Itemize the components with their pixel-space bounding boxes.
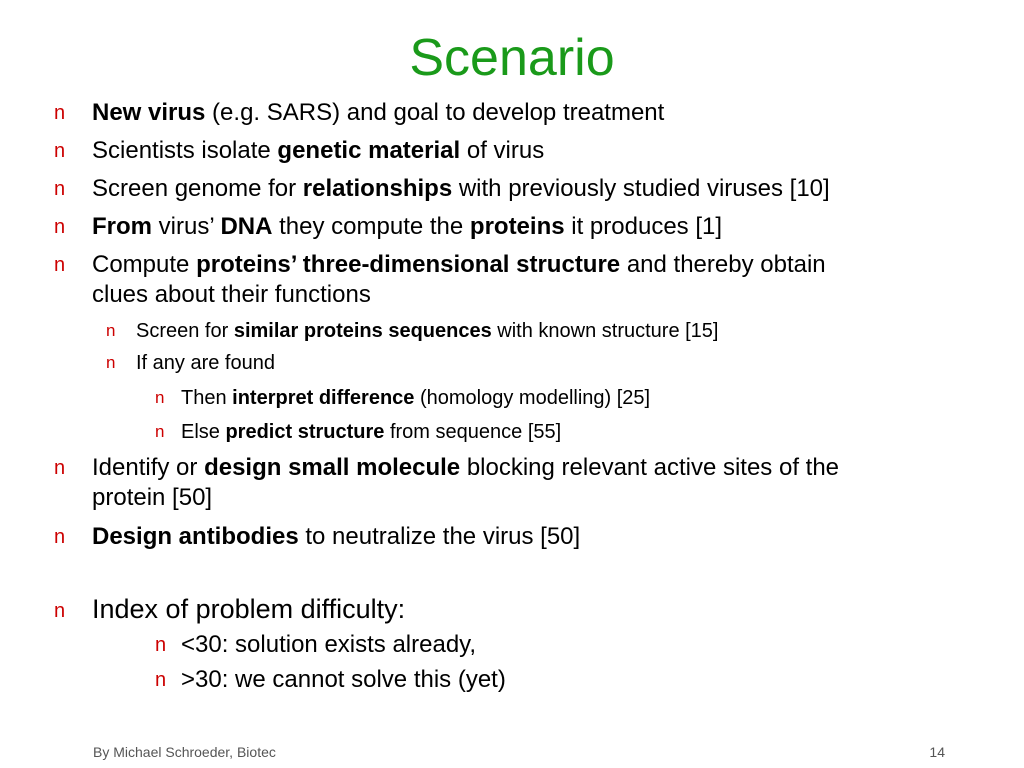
bullet-item: n Scientists isolate genetic material of virus <box>54 137 545 164</box>
bullet-marker: n <box>155 422 165 441</box>
sub-bullet-item: n >30: we cannot solve this (yet) <box>155 666 506 693</box>
sub-bullet-item: n Screen for similar proteins sequences with known structure [15] <box>106 320 719 342</box>
bullet-item: n Screen genome for relationships with previously studied viruses [10] <box>54 175 830 202</box>
bullet-marker: n <box>106 353 116 372</box>
bullet-item: n Design antibodies to neutralize the virus [50] <box>54 523 581 550</box>
bullet-item: n Index of problem difficulty: <box>92 593 405 625</box>
bullet-marker: n <box>54 178 66 200</box>
bullet-item: n Compute proteins’ three-dimensional structure and thereby obtain clues about their functions <box>54 251 826 308</box>
bullet-marker: n <box>54 140 66 162</box>
bullet-marker: n <box>54 254 66 276</box>
bullet-marker: n <box>54 600 66 622</box>
bullet-marker: n <box>155 634 167 656</box>
bullet-marker: n <box>54 526 66 548</box>
bullet-item: n New virus (e.g. SARS) and goal to develop treatment <box>54 99 665 126</box>
bullet-marker: n <box>106 321 116 340</box>
sub-sub-bullet-item: n Else predict structure from sequence [55] <box>155 421 562 443</box>
bullet-marker: n <box>155 388 165 407</box>
slide-title: Scenario <box>409 29 615 87</box>
sub-bullet-item: n <30: solution exists already, <box>155 631 477 658</box>
sub-bullet-item: n If any are found <box>106 352 275 374</box>
bullet-marker: n <box>54 457 66 479</box>
sub-sub-bullet-item: n Then interpret difference (homology modelling) [25] <box>155 387 651 409</box>
bullet-marker: n <box>54 102 66 124</box>
bullet-item: n Identify or design small molecule blocking relevant active sites of the protein [50] <box>54 454 840 511</box>
footer-author: By Michael Schroeder, Biotec <box>93 744 276 760</box>
bullet-item: n From virus’ DNA they compute the proteins it produces [1] <box>54 213 723 240</box>
bullet-marker: n <box>54 216 66 238</box>
bullet-marker: n <box>155 669 167 691</box>
page-number: 14 <box>929 744 945 760</box>
